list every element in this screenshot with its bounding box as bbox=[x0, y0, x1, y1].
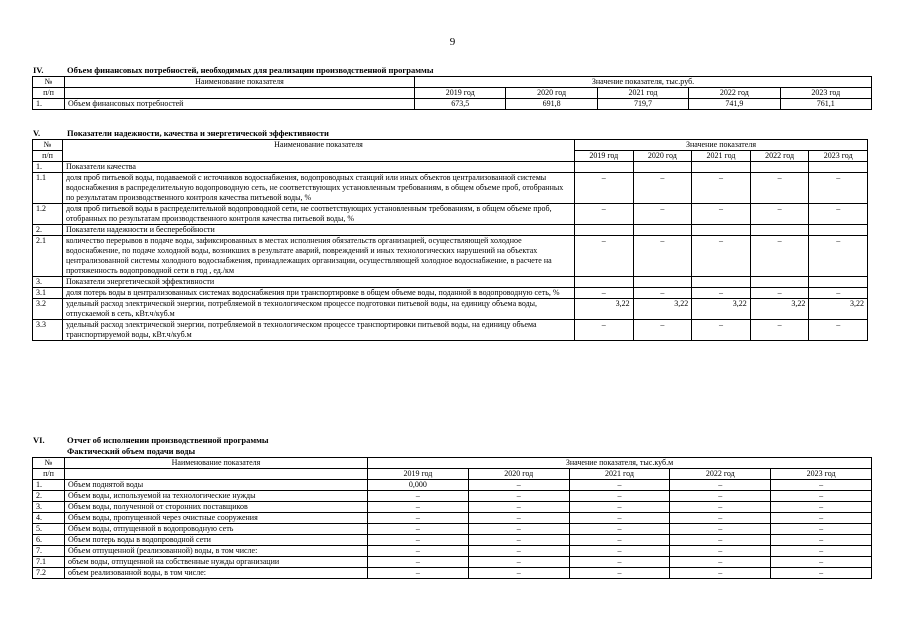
value-cell: – bbox=[569, 535, 670, 546]
value-cell: – bbox=[771, 568, 872, 579]
value-cell: 3,22 bbox=[575, 299, 634, 320]
empty-cell bbox=[575, 162, 634, 173]
section-5-title-text: Показатели надежности, качества и энергетической эффективности bbox=[67, 128, 329, 138]
value-cell: – bbox=[569, 491, 670, 502]
section-4-title-text: Объем финансовых потребностей, необходимых для реализации производственной программы bbox=[67, 65, 434, 75]
value-cell: – bbox=[809, 236, 868, 277]
value-cell: – bbox=[368, 491, 469, 502]
row-number: 1. bbox=[33, 162, 63, 173]
year-header: 2019 год bbox=[415, 88, 506, 99]
year-header: 2023 год bbox=[809, 151, 868, 162]
row-label: Объем потерь воды в водопроводной сети bbox=[65, 535, 368, 546]
row-label: Объем воды, отпущенной в водопроводную сеть bbox=[65, 524, 368, 535]
value-cell: 761,1 bbox=[780, 99, 871, 110]
value-cell: – bbox=[771, 513, 872, 524]
col-values-header: Значение показателя, тыс.куб.м bbox=[368, 458, 872, 469]
year-header: 2019 год bbox=[575, 151, 634, 162]
col-name-header: Наименование показателя bbox=[63, 140, 575, 162]
year-header: 2023 год bbox=[780, 88, 871, 99]
value-cell: 0,000 bbox=[368, 480, 469, 491]
value-cell: – bbox=[468, 491, 569, 502]
table-row bbox=[33, 277, 868, 288]
value-cell: – bbox=[569, 546, 670, 557]
value-cell: – bbox=[633, 204, 692, 225]
year-header: 2019 год bbox=[368, 469, 469, 480]
table-row bbox=[33, 524, 872, 535]
empty-cell bbox=[692, 277, 751, 288]
value-cell: – bbox=[809, 288, 868, 299]
table-row bbox=[33, 491, 872, 502]
row-label: Объем отпущенной (реализованной) воды, в том числе: bbox=[65, 546, 368, 557]
row-number: 4. bbox=[33, 513, 65, 524]
table-row bbox=[33, 480, 872, 491]
value-cell: – bbox=[692, 288, 751, 299]
empty-cell bbox=[65, 469, 368, 480]
value-cell: 741,9 bbox=[689, 99, 780, 110]
empty-cell bbox=[692, 162, 751, 173]
row-label: Объем воды, пропущенной через очистные сооружения bbox=[65, 513, 368, 524]
value-cell: – bbox=[468, 480, 569, 491]
row-number: 1.1 bbox=[33, 173, 63, 204]
value-cell: – bbox=[368, 535, 469, 546]
value-cell: – bbox=[569, 557, 670, 568]
value-cell: – bbox=[575, 173, 634, 204]
value-cell: – bbox=[692, 204, 751, 225]
section-5-number: V. bbox=[33, 128, 41, 138]
section-6-title-text: Отчет об исполнении производственной программы bbox=[67, 435, 269, 445]
reliability-table bbox=[32, 139, 868, 341]
row-label: Объем воды, полученной от сторонних поставщиков bbox=[65, 502, 368, 513]
value-cell: – bbox=[468, 568, 569, 579]
row-group-label: Показатели энергетической эффективности bbox=[63, 277, 575, 288]
row-number: 6. bbox=[33, 535, 65, 546]
section-4-title bbox=[33, 65, 433, 76]
value-cell: – bbox=[569, 480, 670, 491]
value-cell: – bbox=[670, 535, 771, 546]
row-label: удельный расход электрической энергии, потребляемой в технологическом процессе транспортировки питьевой воды, на единицу объема транспортируемой воды, кВт.ч/куб.м bbox=[63, 320, 575, 341]
value-cell: – bbox=[569, 524, 670, 535]
table-row bbox=[33, 288, 868, 299]
value-cell: – bbox=[809, 173, 868, 204]
empty-cell bbox=[809, 225, 868, 236]
row-number: 3. bbox=[33, 277, 63, 288]
value-cell: – bbox=[670, 513, 771, 524]
year-header: 2021 год bbox=[692, 151, 751, 162]
value-cell: – bbox=[670, 568, 771, 579]
col-no-header: № bbox=[33, 77, 65, 88]
row-label: удельный расход электрической энергии, потребляемой в технологическом процессе подготовки питьевой воды, на единицу объема воды, отпускаемой в сеть, кВт.ч/куб.м bbox=[63, 299, 575, 320]
table-row bbox=[33, 535, 872, 546]
water-supply-table bbox=[32, 457, 872, 579]
value-cell: – bbox=[575, 204, 634, 225]
col-no-header: № bbox=[33, 458, 65, 469]
row-label: Объем воды, используемой на технологические нужды bbox=[65, 491, 368, 502]
table-row bbox=[33, 99, 872, 110]
row-number: 2. bbox=[33, 225, 63, 236]
value-cell: – bbox=[368, 568, 469, 579]
value-cell: – bbox=[468, 546, 569, 557]
empty-cell bbox=[575, 225, 634, 236]
value-cell: – bbox=[575, 288, 634, 299]
value-cell: – bbox=[771, 502, 872, 513]
value-cell: – bbox=[670, 480, 771, 491]
col-no-subheader: п/п bbox=[33, 88, 65, 99]
row-label: доля проб питьевой воды, подаваемой с источников водоснабжения, водопроводных станций или иных объектов централизованной системы водоснабжения в распределительную водопроводную сеть, не соответствующих установленным требованиям, в общем объеме проб, отобранных по результатам производственного контроля качества питьевой воды, % bbox=[63, 173, 575, 204]
value-cell: – bbox=[468, 502, 569, 513]
value-cell: – bbox=[692, 173, 751, 204]
value-cell: – bbox=[771, 546, 872, 557]
row-number: 3.3 bbox=[33, 320, 63, 341]
value-cell: – bbox=[468, 557, 569, 568]
row-label: доля проб питьевой воды в распределительной водопроводной сети, не соответствующих установленным требованиям, в общем объеме проб, отобранных по результатам производственного контроля качества питьевой воды, % bbox=[63, 204, 575, 225]
col-values-header: Значение показателя bbox=[575, 140, 868, 151]
value-cell: 3,22 bbox=[750, 299, 809, 320]
col-values-header: Значение показателя, тыс.руб. bbox=[415, 77, 872, 88]
row-number: 7.1 bbox=[33, 557, 65, 568]
year-header: 2022 год bbox=[670, 469, 771, 480]
row-group-label: Показатели надежности и бесперебойности bbox=[63, 225, 575, 236]
value-cell: – bbox=[468, 524, 569, 535]
empty-cell bbox=[809, 162, 868, 173]
col-name-header: Наименование показателя bbox=[65, 77, 415, 88]
value-cell: – bbox=[670, 502, 771, 513]
value-cell: – bbox=[771, 491, 872, 502]
table-row bbox=[33, 557, 872, 568]
value-cell: – bbox=[633, 173, 692, 204]
value-cell: – bbox=[771, 557, 872, 568]
value-cell: – bbox=[368, 502, 469, 513]
section-6-number: VI. bbox=[33, 435, 45, 445]
table-row bbox=[33, 568, 872, 579]
row-number: 5. bbox=[33, 524, 65, 535]
table-row bbox=[33, 204, 868, 225]
value-cell: – bbox=[670, 546, 771, 557]
value-cell: – bbox=[771, 480, 872, 491]
value-cell: – bbox=[750, 236, 809, 277]
page-number: 9 bbox=[449, 36, 456, 48]
empty-cell bbox=[809, 277, 868, 288]
row-label: Объем финансовых потребностей bbox=[65, 99, 415, 110]
empty-cell bbox=[692, 225, 751, 236]
value-cell: 673,5 bbox=[415, 99, 506, 110]
row-label: объем реализованной воды, в том числе: bbox=[65, 568, 368, 579]
table-row bbox=[33, 236, 868, 277]
year-header: 2020 год bbox=[506, 88, 597, 99]
year-header: 2022 год bbox=[689, 88, 780, 99]
row-number: 3.1 bbox=[33, 288, 63, 299]
row-group-label: Показатели качества bbox=[63, 162, 575, 173]
empty-cell bbox=[633, 225, 692, 236]
year-header: 2022 год bbox=[750, 151, 809, 162]
table-row bbox=[33, 162, 868, 173]
value-cell: 3,22 bbox=[633, 299, 692, 320]
value-cell: – bbox=[750, 173, 809, 204]
value-cell: – bbox=[771, 524, 872, 535]
table-row bbox=[33, 502, 872, 513]
col-no-subheader: п/п bbox=[33, 151, 63, 162]
year-header: 2023 год bbox=[771, 469, 872, 480]
table-row bbox=[33, 320, 868, 341]
value-cell: – bbox=[368, 513, 469, 524]
value-cell: – bbox=[468, 513, 569, 524]
row-number: 1. bbox=[33, 99, 65, 110]
value-cell: – bbox=[750, 204, 809, 225]
value-cell: – bbox=[368, 546, 469, 557]
row-label: Объем поднятой воды bbox=[65, 480, 368, 491]
value-cell: – bbox=[633, 236, 692, 277]
value-cell: – bbox=[569, 513, 670, 524]
value-cell: – bbox=[368, 524, 469, 535]
value-cell: – bbox=[809, 204, 868, 225]
row-number: 2. bbox=[33, 491, 65, 502]
year-header: 2021 год bbox=[597, 88, 688, 99]
year-header: 2020 год bbox=[633, 151, 692, 162]
col-name-header: Наименование показателя bbox=[65, 458, 368, 469]
empty-cell bbox=[750, 277, 809, 288]
row-label: объем воды, отпущенной на собственные нужды организации bbox=[65, 557, 368, 568]
table-row bbox=[33, 173, 868, 204]
value-cell: – bbox=[670, 557, 771, 568]
row-number: 1.2 bbox=[33, 204, 63, 225]
empty-cell bbox=[575, 277, 634, 288]
value-cell: – bbox=[633, 320, 692, 341]
year-header: 2020 год bbox=[468, 469, 569, 480]
row-label: доля потерь воды в централизованных системах водоснабжения при транспортировке в общем объеме воды, поданной в водопроводную сеть, % bbox=[63, 288, 575, 299]
row-number: 3. bbox=[33, 502, 65, 513]
value-cell: – bbox=[368, 557, 469, 568]
row-label: количество перерывов в подаче воды, зафиксированных в местах исполнения обязательств организацией, осуществляющей холодное водоснабжение, по подаче холодной воды, возникших в результате аварий, повреждений и иных технологических нарушений на объектах централизованной системы холодного водоснабжения, принадлежащих организации, осуществляющей холодное водоснабжение, в расчете на протяженность водопроводной сети в год , ед./км bbox=[63, 236, 575, 277]
value-cell: – bbox=[670, 491, 771, 502]
financial-needs-table bbox=[32, 76, 872, 110]
year-header: 2021 год bbox=[569, 469, 670, 480]
table-row bbox=[33, 513, 872, 524]
value-cell: 3,22 bbox=[809, 299, 868, 320]
empty-cell bbox=[750, 162, 809, 173]
row-number: 3.2 bbox=[33, 299, 63, 320]
value-cell: 3,22 bbox=[692, 299, 751, 320]
value-cell: – bbox=[670, 524, 771, 535]
empty-cell bbox=[633, 162, 692, 173]
value-cell: – bbox=[692, 320, 751, 341]
value-cell: – bbox=[809, 320, 868, 341]
value-cell: – bbox=[575, 320, 634, 341]
table-row bbox=[33, 546, 872, 557]
empty-cell bbox=[633, 277, 692, 288]
section-4-number: IV. bbox=[33, 65, 44, 75]
value-cell: 719,7 bbox=[597, 99, 688, 110]
col-no-header: № bbox=[33, 140, 63, 151]
value-cell: 691,8 bbox=[506, 99, 597, 110]
section-6-title bbox=[33, 435, 269, 446]
empty-cell bbox=[65, 88, 415, 99]
row-number: 2.1 bbox=[33, 236, 63, 277]
value-cell: – bbox=[771, 535, 872, 546]
value-cell: – bbox=[750, 288, 809, 299]
value-cell: – bbox=[569, 502, 670, 513]
table-row bbox=[33, 299, 868, 320]
value-cell: – bbox=[750, 320, 809, 341]
section-6-subtitle: Фактический объем подачи воды bbox=[67, 446, 196, 456]
value-cell: – bbox=[692, 236, 751, 277]
section-5-title bbox=[33, 128, 329, 139]
value-cell: – bbox=[468, 535, 569, 546]
value-cell: – bbox=[633, 288, 692, 299]
row-number: 7. bbox=[33, 546, 65, 557]
table-row bbox=[33, 225, 868, 236]
row-number: 7.2 bbox=[33, 568, 65, 579]
empty-cell bbox=[750, 225, 809, 236]
col-no-subheader: п/п bbox=[33, 469, 65, 480]
value-cell: – bbox=[575, 236, 634, 277]
row-number: 1. bbox=[33, 480, 65, 491]
value-cell: – bbox=[569, 568, 670, 579]
